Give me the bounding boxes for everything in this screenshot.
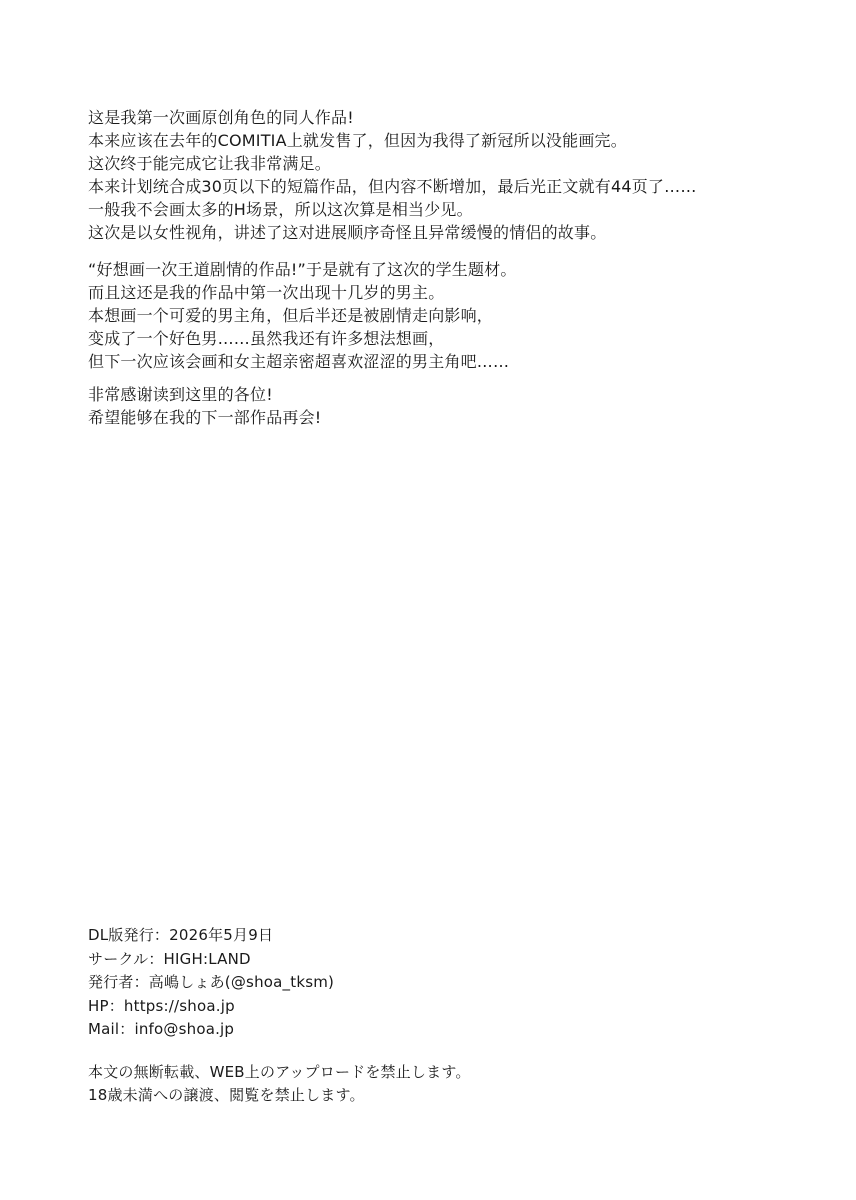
- text-line: 变成了一个好色男……虽然我还有许多想法想画，: [88, 329, 445, 348]
- text-line: 这次是以女性视角，讲述了这对进展顺序奇怪且异常缓慢的情侣的故事。: [88, 223, 607, 242]
- text-line: 希望能够在我的下一部作品再会!: [88, 408, 322, 427]
- text-line: 本来计划统合成30页以下的短篇作品，但内容不断增加，最后光正文就有44页了……: [88, 177, 697, 196]
- colophon: [88, 924, 334, 1042]
- afterword-paragraph-3: [88, 383, 321, 429]
- text-line: 而且这还是我的作品中第一次出现十几岁的男主。: [88, 283, 445, 302]
- text-line: “好想画一次王道剧情的作品!”于是就有了这次的学生题材。: [88, 260, 517, 279]
- text-line: 本想画一个可爱的男主角，但后半还是被剧情走向影响，: [88, 306, 494, 325]
- text-line: 这是我第一次画原创角色的同人作品!: [88, 108, 354, 127]
- text-line: 本来应该在去年的COMITIA上就发售了，但因为我得了新冠所以没能画完。: [88, 131, 627, 150]
- colophon-mail: Mail：info@shoa.jp: [88, 1020, 235, 1038]
- colophon-release-date: DL版発行：2026年5月9日: [88, 926, 274, 944]
- notice-line: 本文の無断転載、WEB上のアップロードを禁止します。: [88, 1063, 471, 1081]
- text-line: 非常感谢读到这里的各位!: [88, 385, 273, 404]
- colophon-homepage: HP：https://shoa.jp: [88, 996, 235, 1015]
- colophon-circle: サークル：HIGH:LAND: [88, 949, 251, 968]
- notice-line: 18歳未満への譲渡、閲覧を禁止します。: [88, 1086, 365, 1104]
- afterword-paragraph-1: [88, 106, 697, 244]
- text-line: 这次终于能完成它让我非常满足。: [88, 154, 332, 173]
- text-line: 但下一次应该会画和女主超亲密超喜欢涩涩的男主角吧……: [88, 352, 510, 371]
- text-line: 一般我不会画太多的H场景，所以这次算是相当少见。: [88, 200, 473, 219]
- colophon-publisher: 発行者：高嶋しょあ(@shoa_tksm): [88, 973, 335, 991]
- afterword-paragraph-2: [88, 258, 517, 373]
- copyright-notice: [88, 1061, 471, 1107]
